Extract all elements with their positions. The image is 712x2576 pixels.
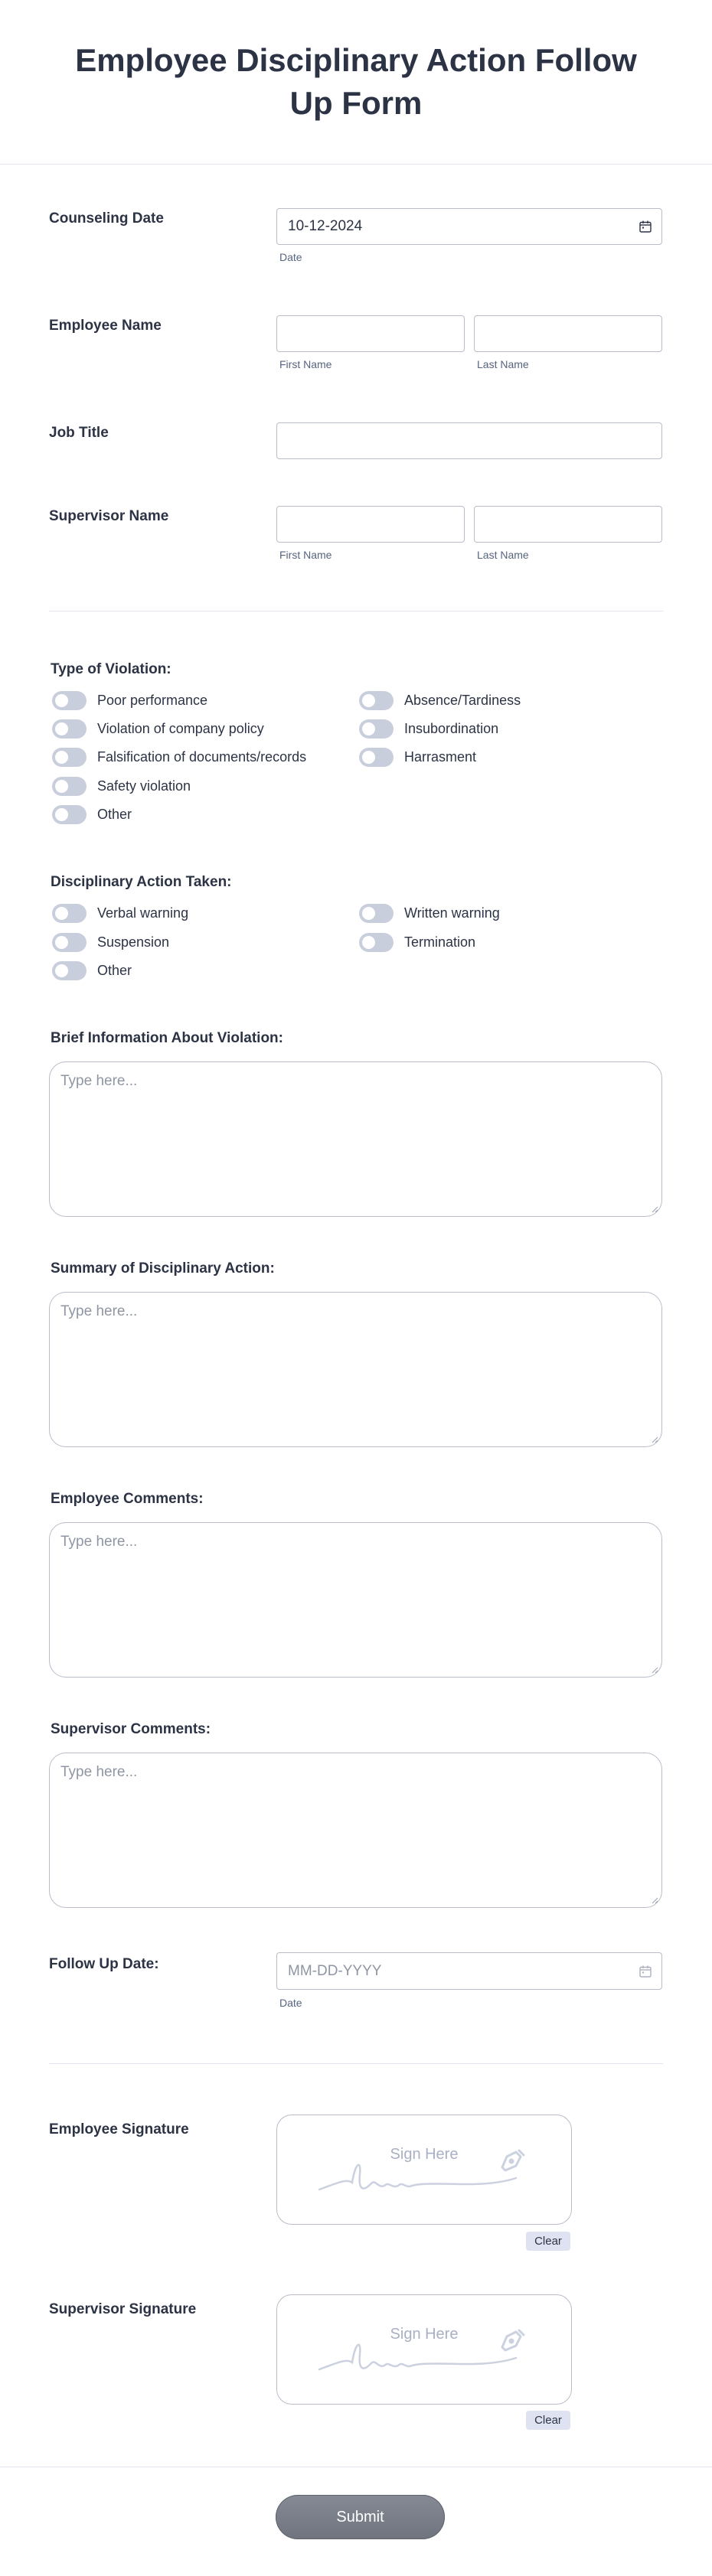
counseling-date-input[interactable] <box>276 208 662 245</box>
option-label: Suspension <box>97 934 170 950</box>
violation-option[interactable] <box>359 719 498 739</box>
action-option[interactable] <box>359 904 500 923</box>
violation-option[interactable] <box>52 691 207 710</box>
action-option[interactable] <box>359 933 475 952</box>
supervisor-first-name-sublabel: First Name <box>279 549 332 561</box>
job-title-row <box>49 422 662 461</box>
option-label: Verbal warning <box>97 905 189 921</box>
supervisor-signature-pad[interactable] <box>276 2294 572 2405</box>
calendar-icon[interactable] <box>639 220 652 233</box>
action-option[interactable] <box>52 904 188 923</box>
job-title-label: Job Title <box>49 425 109 441</box>
toggle-switch[interactable] <box>52 805 87 824</box>
option-label: Harrasment <box>404 749 477 765</box>
form-footer <box>0 2467 712 2576</box>
toggle-switch[interactable] <box>359 719 394 739</box>
violation-option[interactable] <box>52 805 132 824</box>
textarea-placeholder: Type here... <box>60 1303 138 1319</box>
employee-last-name-sublabel: Last Name <box>477 358 529 370</box>
action-option[interactable] <box>52 933 169 952</box>
supervisor-first-name-input[interactable] <box>276 506 465 543</box>
followup-date-sublabel: Date <box>279 1997 302 2009</box>
toggle-switch[interactable] <box>52 777 87 796</box>
action-label: Disciplinary Action Taken: <box>51 874 232 890</box>
toggle-switch[interactable] <box>52 904 87 923</box>
employee-signature-pad[interactable] <box>276 2115 572 2225</box>
toggle-switch[interactable] <box>52 933 87 952</box>
option-label: Other <box>97 807 132 822</box>
form-header <box>0 0 712 165</box>
employee-signature-clear-button[interactable]: Clear <box>526 2232 570 2251</box>
supervisor-signature-label: Supervisor Signature <box>49 2301 197 2317</box>
sign-here-hint: Sign Here <box>390 2326 459 2343</box>
supervisor-comments-label: Supervisor Comments: <box>51 1721 211 1737</box>
option-label: Safety violation <box>97 778 191 794</box>
pen-nib-icon <box>496 2324 528 2356</box>
action-summary-textarea[interactable] <box>49 1292 662 1447</box>
calendar-icon[interactable] <box>639 1965 652 1978</box>
violation-option[interactable] <box>52 748 306 767</box>
submit-button[interactable]: Submit <box>276 2495 445 2539</box>
option-label: Absence/Tardiness <box>404 693 521 708</box>
employee-comments-textarea[interactable] <box>49 1522 662 1678</box>
employee-name-label: Employee Name <box>49 318 162 334</box>
supervisor-name-label: Supervisor Name <box>49 508 169 524</box>
option-label: Violation of company policy <box>97 721 264 736</box>
violation-info-textarea[interactable] <box>49 1061 662 1217</box>
sign-here-hint: Sign Here <box>390 2146 459 2163</box>
employee-signature-label: Employee Signature <box>49 2121 189 2137</box>
followup-date-placeholder: MM-DD-YYYY <box>288 1962 382 1979</box>
employee-first-name-input[interactable] <box>276 315 465 352</box>
toggle-switch[interactable] <box>52 748 87 767</box>
form-title: Employee Disciplinary Action Follow Up Form <box>75 42 637 121</box>
supervisor-last-name-sublabel: Last Name <box>477 549 529 561</box>
violation-option[interactable] <box>52 777 191 796</box>
employee-name-row <box>49 315 662 377</box>
employee-comments-label: Employee Comments: <box>51 1491 204 1507</box>
counseling-date-value: 10-12-2024 <box>288 218 363 234</box>
resize-grip-icon[interactable] <box>651 1896 658 1904</box>
employee-first-name-sublabel: First Name <box>279 358 332 370</box>
employee-last-name-input[interactable] <box>474 315 662 352</box>
supervisor-signature-clear-button[interactable]: Clear <box>526 2411 570 2430</box>
supervisor-name-row <box>49 506 662 567</box>
resize-grip-icon[interactable] <box>651 1666 658 1674</box>
toggle-switch[interactable] <box>52 719 87 739</box>
section-divider <box>49 2063 663 2064</box>
counseling-date-sublabel: Date <box>279 251 302 263</box>
toggle-switch[interactable] <box>359 904 394 923</box>
supervisor-comments-textarea[interactable] <box>49 1753 662 1908</box>
violation-option[interactable] <box>359 691 521 710</box>
violation-info-label: Brief Information About Violation: <box>51 1030 283 1046</box>
supervisor-last-name-input[interactable] <box>474 506 662 543</box>
followup-date-input[interactable] <box>276 1952 662 1990</box>
pen-nib-icon <box>496 2144 528 2177</box>
toggle-switch[interactable] <box>52 961 87 980</box>
option-label: Other <box>97 963 132 978</box>
action-summary-label: Summary of Disciplinary Action: <box>51 1260 275 1277</box>
option-label: Insubordination <box>404 721 499 736</box>
action-option[interactable] <box>52 961 132 980</box>
violation-option[interactable] <box>359 748 476 767</box>
violation-option[interactable] <box>52 719 264 739</box>
textarea-placeholder: Type here... <box>60 1073 138 1089</box>
followup-date-label: Follow Up Date: <box>49 1956 159 1972</box>
textarea-placeholder: Type here... <box>60 1534 138 1550</box>
toggle-switch[interactable] <box>359 748 394 767</box>
job-title-input[interactable] <box>276 422 662 459</box>
toggle-switch[interactable] <box>52 691 87 710</box>
resize-grip-icon[interactable] <box>651 1205 658 1213</box>
option-label: Termination <box>404 934 476 950</box>
violation-label: Type of Violation: <box>51 661 171 677</box>
option-label: Poor performance <box>97 693 208 708</box>
option-label: Written warning <box>404 905 500 921</box>
counseling-date-label: Counseling Date <box>49 210 164 227</box>
textarea-placeholder: Type here... <box>60 1764 138 1780</box>
toggle-switch[interactable] <box>359 933 394 952</box>
option-label: Falsification of documents/records <box>97 749 307 765</box>
counseling-date-row <box>49 208 662 269</box>
followup-date-row <box>49 1952 662 2014</box>
toggle-switch[interactable] <box>359 691 394 710</box>
resize-grip-icon[interactable] <box>651 1436 658 1443</box>
